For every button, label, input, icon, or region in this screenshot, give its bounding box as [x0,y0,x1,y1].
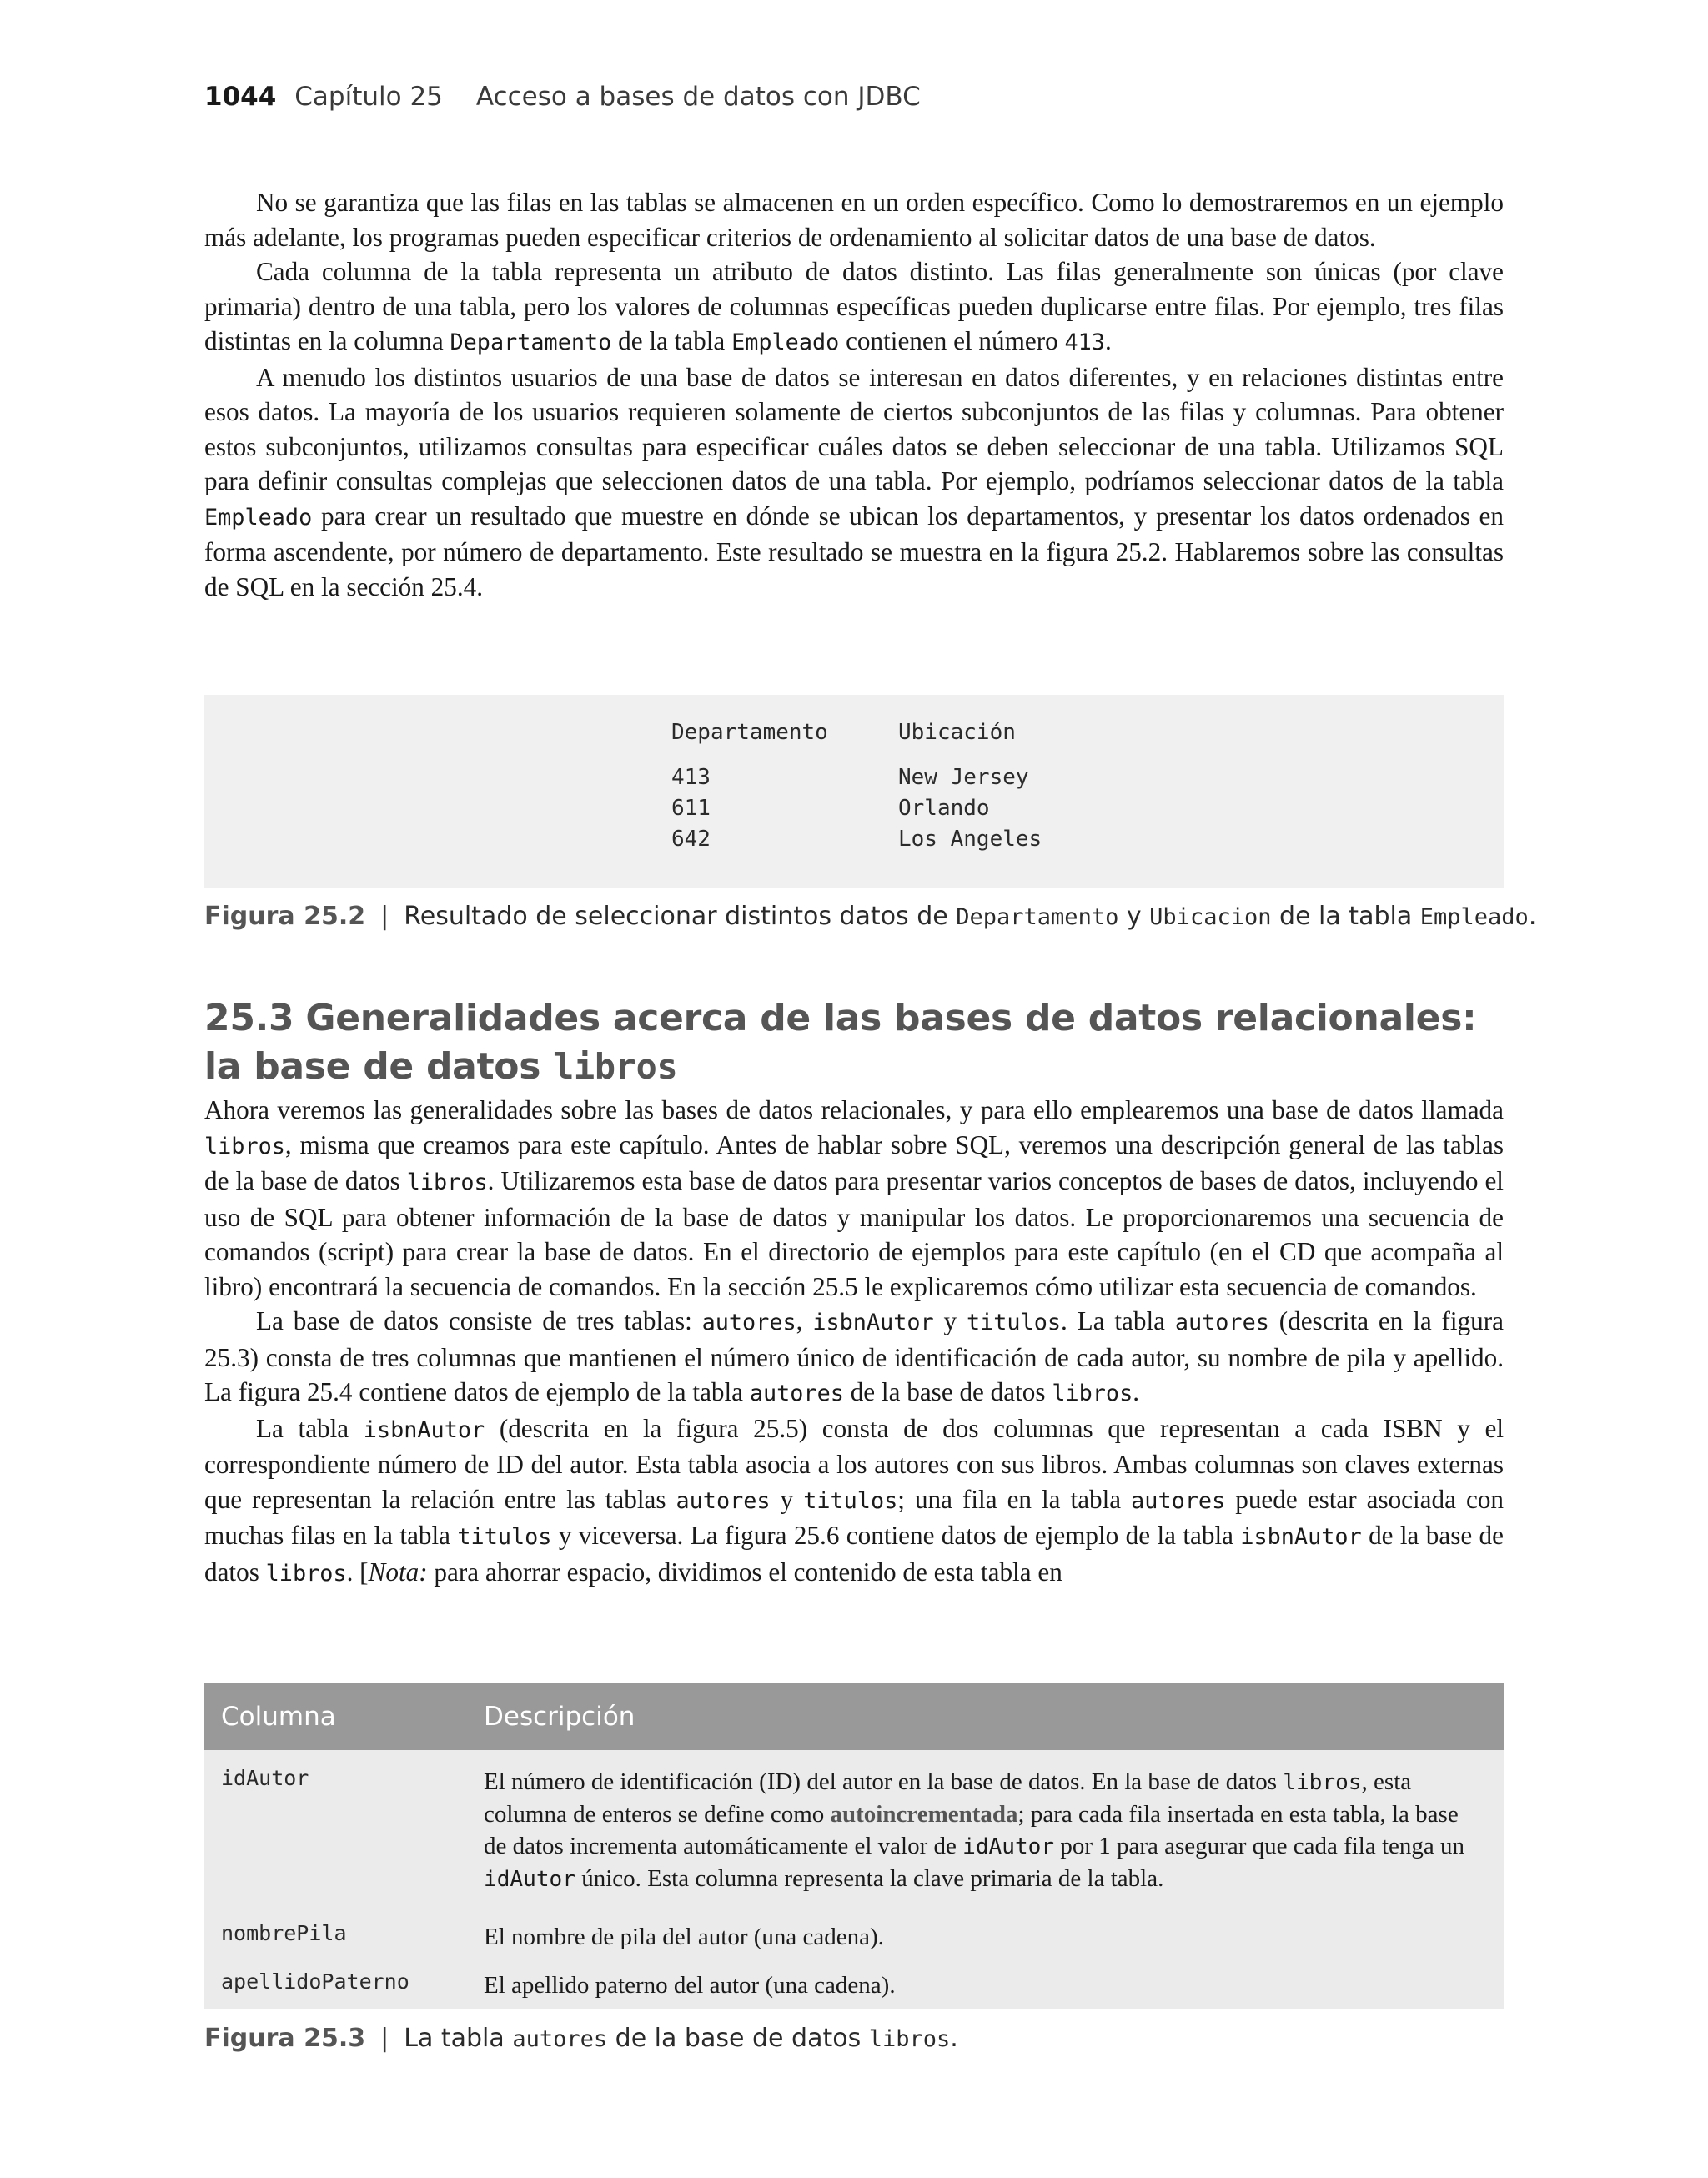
text-run: puede estar asociada con muchas filas en la tabla [204,1484,1505,1550]
code-term: libros [1052,1381,1133,1406]
text-run: ; una fila en la tabla [897,1484,1132,1514]
text-run: (descrita en la figura 25.3) consta de tres columnas que mantienen el número único de identificación de cada autor, su nombre de pila y apellido. La figura 25.4 contiene datos de ejemplo de la tabla [204,1306,1505,1406]
figure-25-3 [204,1683,1504,2009]
column-description: El nombre de pila del autor (una cadena). [484,1924,884,1950]
text-run: La tabla [256,1413,364,1443]
code-term: autores [701,1310,796,1335]
table-row [671,762,1042,792]
code-term: autores [676,1487,771,1514]
text-run: El número de identificación (ID) del autor en la base de datos. En la base de datos [484,1768,1284,1795]
code-term: isbnAutor [1240,1524,1362,1550]
code-term: titulos [966,1310,1062,1335]
paragraph [204,185,1504,254]
note-label: Nota: [368,1557,428,1587]
table-header-row [204,1683,1504,1750]
text-run: y [1118,902,1150,931]
column-description [484,1766,1484,1895]
chapter-title: Acceso a bases de datos con JDBC [475,82,921,112]
table-cell: 413 [671,764,711,790]
text-run: La tabla [404,2024,513,2053]
text-run: La base de datos consiste de tres tablas: [256,1306,702,1335]
code-term: libros [406,1169,488,1195]
body-text-1 [204,185,1504,604]
code-term: libros [868,2026,951,2052]
code-term: 413 [1064,329,1105,355]
table-cell: Los Angeles [898,826,1042,852]
code-term: Departamento [956,904,1119,930]
text-run: contienen el número [839,326,1065,355]
page-number: 1044 [204,82,277,112]
table-row [671,792,1042,823]
text-run: y [933,1306,967,1335]
code-term: libros [265,1560,347,1587]
column-header: Descripción [484,1702,635,1732]
code-term: isbnAutor [363,1416,485,1443]
code-term: Empleado [1419,904,1529,930]
text-run: por 1 para asegurar que cada fila tenga un [1054,1833,1465,1859]
table-cell: 611 [671,795,711,821]
text-run: de la base de datos [843,1377,1052,1406]
code-term: autores [1174,1310,1269,1335]
code-term: libros [1283,1770,1362,1795]
table-cell: Orlando [898,795,990,821]
text-run: . [1528,902,1537,931]
text-run: único. Esta columna representa la clave primaria de la tabla. [575,1865,1164,1892]
text-run: . Utilizaremos esta base de datos para presentar varios conceptos de bases de datos, incluyendo el uso de SQL para obtener información de la base de datos y manipular los datos. Le proporcionaremos una secuencia de comandos (script) para crear la base de datos. En el directorio de ejemplos para este capítulo (en el CD que acompaña al libro) encontrará la secuencia de comandos. En la sección 25.5 le explicaremos cómo utilizar esta secuencia de comandos. [204,1166,1504,1301]
text-run: A menudo los distintos usuarios de una base de datos se interesan en datos diferentes, y en relaciones distintas entre esos datos. La mayoría de los usuarios requieren solamente de ciertos subconjuntos de las filas y columnas. Para obtener estos subconjuntos, utilizamos consultas para especificar cuáles datos se deben seleccionar de una tabla. Utilizamos SQL para definir consultas complejas que seleccionen datos de una tabla. Por ejemplo, podríamos seleccionar datos de la tabla [204,362,1504,495]
text-run: Ahora veremos las generalidades sobre las bases de datos relacionales, y para ello emplearemos una base de datos llamada [204,1095,1504,1124]
text-run: . [1104,326,1112,355]
text-run: , misma que creamos para este capítulo. Antes de hablar sobre SQL, veremos una descripción general de las tablas de la base de datos [204,1129,1504,1195]
code-term: titulos [803,1487,898,1514]
code-term: autores [749,1381,844,1406]
text-run: . [950,2024,958,2053]
key-term: autoincrementada [830,1801,1018,1828]
figure-label: Figura 25.2 [204,902,366,931]
text-run: . La tabla [1061,1306,1175,1335]
table-row [671,823,1042,854]
text-run: , [796,1306,813,1335]
figure-25-2 [204,695,1504,888]
paragraph [204,360,1504,605]
text-run: de la tabla [1271,902,1420,931]
code-term: libros [204,1133,285,1159]
column-name: idAutor [221,1766,309,1790]
text-run: para ahorrar espacio, dividimos el contenido de esta tabla en [427,1557,1062,1587]
paragraph [204,1093,1504,1304]
code-term: Ubicacion [1149,904,1272,930]
column-header: Departamento [671,720,828,745]
chapter-label: Capítulo 25 [294,82,443,112]
body-text-2 [204,1093,1504,1591]
code-term: libros [553,1046,678,1087]
code-term: autores [1131,1487,1226,1514]
section-title-part: la base de datos [204,1045,554,1088]
heading-line-1 [204,994,1476,1043]
column-name: apellidoPaterno [221,1969,409,1994]
text-run: para crear un resultado que muestre en dónde se ubican los departamentos, y presentar los datos ordenados en forma ascendente, por número de departamento. Este resultado se muestra en la figura 25.2. Hablaremos sobre las consultas de SQL en la sección 25.4. [204,500,1504,601]
text-run: , esta columna de enteros se define como [484,1768,1412,1828]
column-name: nombrePila [221,1921,347,1945]
text-run: Resultado de seleccionar distintos datos de [404,902,957,931]
caption-separator: | [380,902,389,931]
code-term: isbnAutor [812,1310,934,1335]
text-run: y [770,1484,804,1514]
paragraph-text: No se garantiza que las filas en las tablas se almacenen en un orden específico. Como lo demostraremos en un ejemplo más adelante, los programas pueden especificar criterios de ordenamiento al solicitar datos de una base de datos. [204,188,1504,252]
code-term: Empleado [731,329,840,355]
code-term: titulos [457,1524,552,1550]
text-run: (descrita en la figura 25.5) consta de dos columnas que representan a cada ISBN y el correspondiente número de ID del autor. Esta tabla asocia a los autores con sus libros. Ambas columnas son claves externas que representan la relación entre las tablas [204,1413,1504,1514]
table-header-row [671,720,1042,762]
text-run: de la base de datos [204,1521,1504,1587]
text-run: Cada columna de la tabla representa un atributo de datos distinto. Las filas generalmente son únicas (por clave primaria) dentro de una tabla, pero los valores de columnas específicas pueden duplicarse entre filas. Por ejemplo, tres filas distintas en la columna [204,257,1504,355]
text-run: y viceversa. La figura 25.6 contiene datos de ejemplo de la tabla [551,1521,1241,1550]
paragraph [204,1411,1504,1592]
column-header: Ubicación [898,720,1016,745]
section-title-part: Generalidades acerca de las bases de datos relacionales: [305,997,1477,1039]
paragraph [204,254,1504,360]
running-head [204,82,921,112]
paragraph [204,1304,1504,1411]
code-term: idAutor [962,1834,1055,1859]
code-term: autores [512,2026,608,2052]
text-run: . [1133,1377,1140,1406]
text-run: . [ [346,1557,369,1587]
text-run: de la tabla [611,326,732,355]
section-number: 25.3 [204,997,294,1039]
column-description: El apellido paterno del autor (una cadena). [484,1972,896,1999]
column-header: Columna [221,1702,336,1732]
table-cell: New Jersey [898,764,1029,790]
section-heading [204,994,1476,1091]
figure-caption [204,902,1536,931]
result-table [671,720,1042,854]
text-run: de la base de datos [607,2024,869,2053]
figure-caption [204,2024,958,2053]
figure-label: Figura 25.3 [204,2024,366,2053]
code-term: Empleado [204,504,313,531]
text-run: ; para cada fila insertada en esta tabla, la base de datos incrementa automáticamente el valor de [484,1801,1459,1859]
caption-separator: | [380,2024,389,2053]
table-cell: 642 [671,826,711,852]
code-term: Departamento [450,329,612,355]
heading-line-2 [204,1043,1476,1091]
code-term: idAutor [484,1867,575,1892]
